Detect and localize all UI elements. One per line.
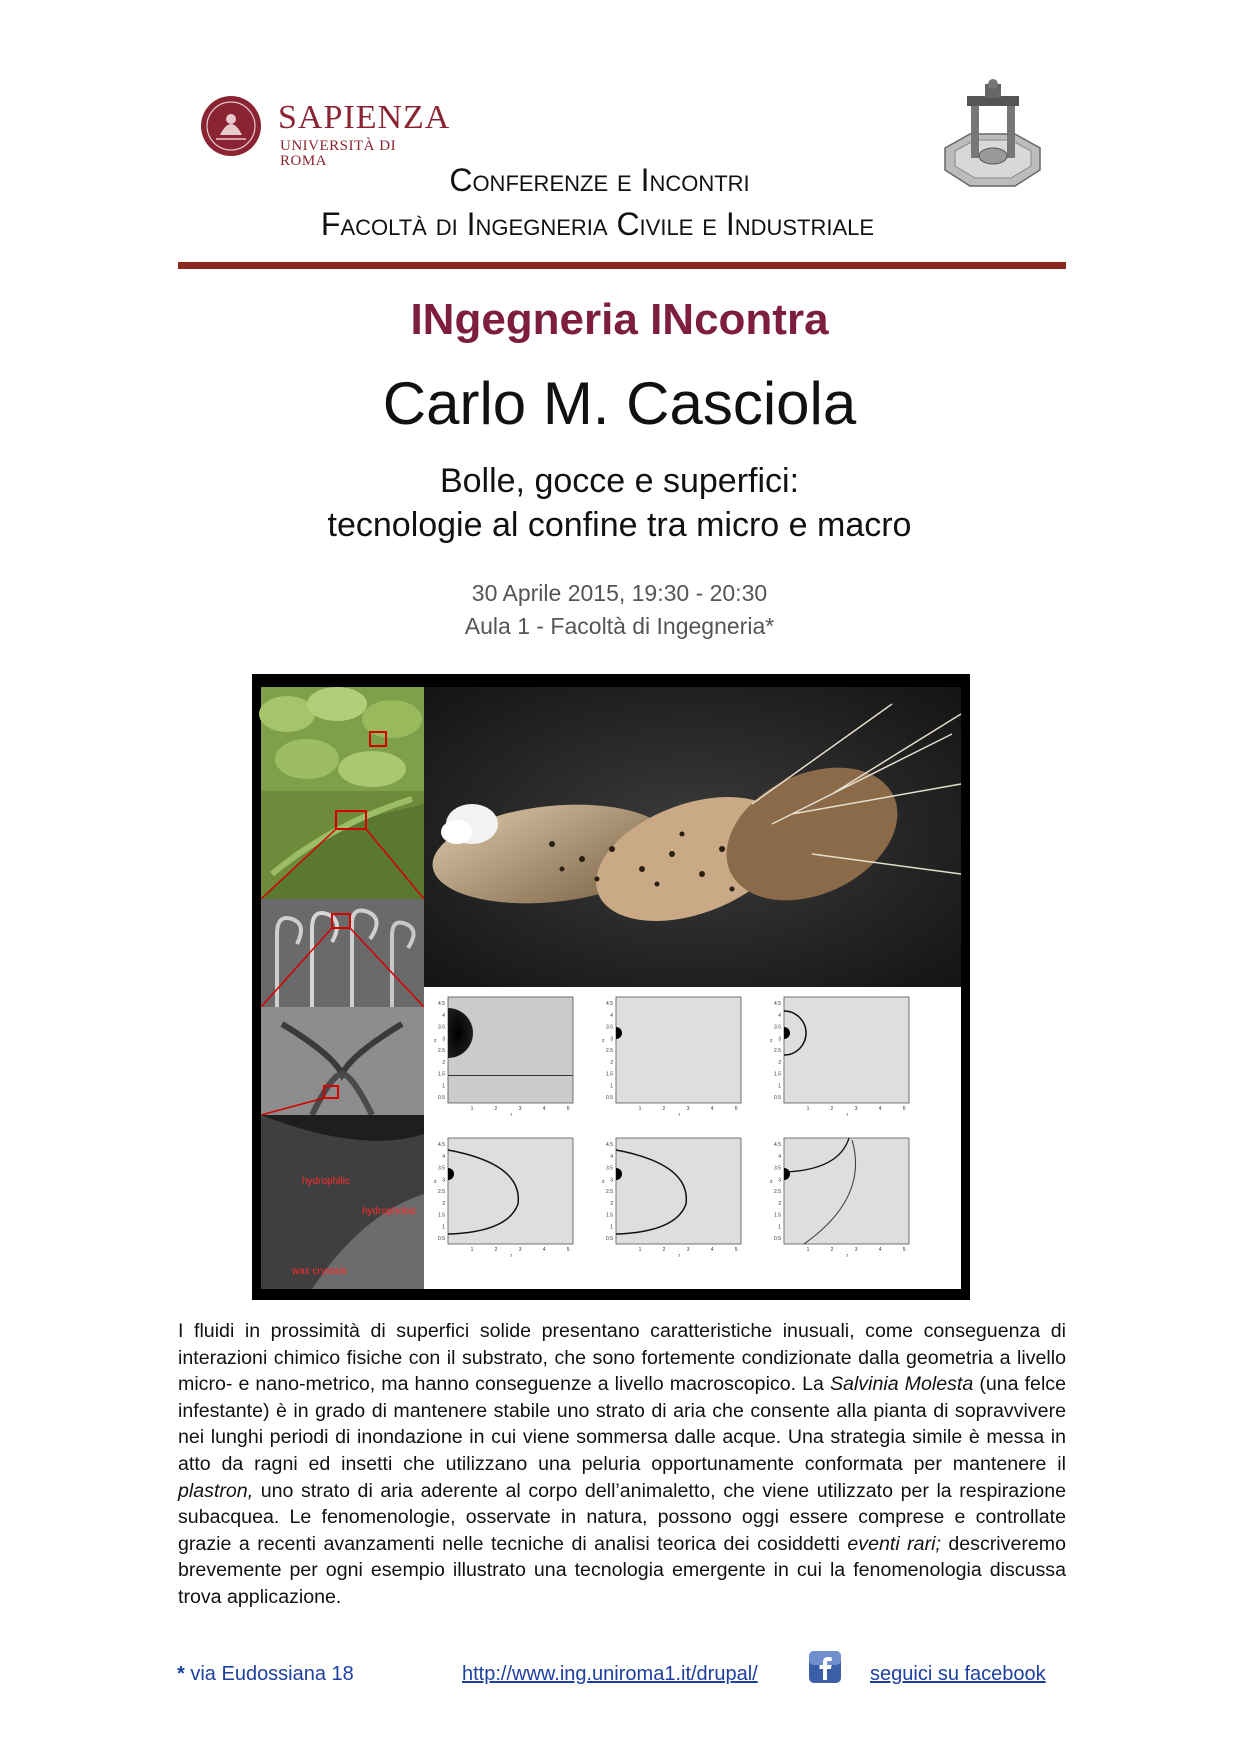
axis-x-tick: 5 xyxy=(902,1106,906,1112)
axis-y-label: z xyxy=(602,1179,605,1185)
axis-y-tick: 2 xyxy=(610,1059,613,1066)
axis-y-tick: 1.5 xyxy=(438,1212,445,1219)
axis-y-tick: 2 xyxy=(610,1200,613,1207)
axis-x-label: r xyxy=(678,1253,681,1259)
abstract-text-4: descriveremo brevemente per ogni esempio illustrato una tecnologia emergente in cui la fenomenologia discussa trova applicazione. xyxy=(178,1532,1066,1608)
simulation-panel xyxy=(770,997,909,1118)
axis-y-tick: 1 xyxy=(778,1083,781,1090)
figure-collage xyxy=(252,674,970,1300)
axis-x-tick: 4 xyxy=(542,1247,546,1253)
facebook-icon[interactable] xyxy=(808,1650,842,1684)
header-divider xyxy=(178,262,1066,269)
axis-x-tick: 4 xyxy=(542,1106,546,1112)
footnote-star: * xyxy=(177,1663,185,1685)
axis-y-tick: 1 xyxy=(442,1083,445,1090)
abstract-text-3: uno strato di aria aderente al corpo dell’animaletto, che viene utilizzato per la respirazione subacquea. Le fenomenologie, osservate in natura, possono oggi essere comprese e controllate grazie a recenti avanzamenti nelle tecniche di analisi teorica dei cosiddetti xyxy=(178,1479,1066,1555)
logo-name: SAPIENZA xyxy=(278,99,451,136)
axis-y-tick: 1.5 xyxy=(774,1071,781,1078)
abstract-text-2: (una felce infestante) è in grado di mantenere stabile uno strato di aria che consente alla pianta di sopravvivere nei lunghi periodi di inondazione in cui viene sommersa dalle acque. Una strategia simile è messa in atto da ragni ed insetti che utilizzano una peluria opportunamente conformata per mantenere il xyxy=(178,1373,1066,1475)
axis-x-tick: 1 xyxy=(638,1247,642,1253)
sapienza-logo xyxy=(200,95,451,169)
axis-x-tick: 4 xyxy=(710,1247,714,1253)
axis-x-tick: 3 xyxy=(686,1247,690,1253)
axis-y-tick: 3.5 xyxy=(774,1024,781,1031)
sapienza-seal-icon xyxy=(200,95,262,157)
simulation-panel xyxy=(602,1138,741,1259)
axis-x-tick: 3 xyxy=(854,1247,858,1253)
abstract-rare-events: eventi rari; xyxy=(847,1532,941,1555)
axis-y-tick: 4.5 xyxy=(606,1001,613,1007)
axis-y-tick: 4 xyxy=(778,1153,781,1160)
axis-x-tick: 2 xyxy=(494,1247,498,1253)
axis-y-tick: 4.5 xyxy=(774,1142,781,1148)
axis-x-tick: 5 xyxy=(566,1106,570,1112)
axis-x-tick: 1 xyxy=(806,1106,810,1112)
axis-x-tick: 1 xyxy=(638,1106,642,1112)
abstract-text-1: I fluidi in prossimità di superfici solide presentano caratteristiche inusuali, come conseguenza di interazioni chimico fisiche con il substrato, che sono fortemente condizionate dalla geometria a livello micro- e nano-metrico, ma hanno conseguenze a livello macroscopico. La xyxy=(178,1320,1066,1396)
axis-y-tick: 3.5 xyxy=(438,1024,445,1031)
insect-plastron-photo xyxy=(424,687,961,987)
talk-title-line2: tecnologie al confine tra micro e macro xyxy=(327,506,912,544)
axis-y-tick: 4 xyxy=(610,1012,613,1019)
wax-crystals-sem xyxy=(261,1115,424,1289)
axis-y-tick: 2 xyxy=(442,1200,445,1207)
axis-y-label: z xyxy=(770,1038,773,1044)
simulation-panel xyxy=(434,1138,573,1259)
axis-x-tick: 4 xyxy=(710,1106,714,1112)
axis-y-label: z xyxy=(770,1179,773,1185)
axis-x-tick: 3 xyxy=(518,1106,522,1112)
axis-y-tick: 2.5 xyxy=(774,1189,781,1195)
axis-y-tick: 3.5 xyxy=(438,1165,445,1172)
axis-x-tick: 4 xyxy=(878,1247,882,1253)
axis-x-tick: 3 xyxy=(686,1106,690,1112)
axis-y-tick: 2 xyxy=(778,1059,781,1066)
axis-y-tick: 1.5 xyxy=(606,1212,613,1219)
axis-y-tick: 1 xyxy=(610,1083,613,1090)
axis-x-tick: 3 xyxy=(854,1106,858,1112)
simulation-panel xyxy=(434,997,573,1118)
axis-x-tick: 2 xyxy=(830,1106,834,1112)
axis-y-label: z xyxy=(602,1038,605,1044)
eggbeater-hairs-sem xyxy=(261,899,424,1007)
simulation-panel xyxy=(602,997,741,1118)
abstract-species: Salvinia Molesta xyxy=(829,1373,974,1396)
axis-y-tick: 1.5 xyxy=(606,1071,613,1078)
axis-x-label: r xyxy=(846,1253,849,1259)
axis-x-tick: 5 xyxy=(734,1106,738,1112)
axis-y-tick: 0.5 xyxy=(438,1095,445,1101)
axis-y-tick: 3 xyxy=(778,1036,781,1043)
event-date: 30 Aprile 2015, 19:30 - 20:30 xyxy=(471,580,768,606)
event-room: Aula 1 - Facoltà di Ingegneria* xyxy=(464,613,775,639)
axis-x-tick: 2 xyxy=(662,1247,666,1253)
axis-y-tick: 4 xyxy=(610,1153,613,1160)
axis-y-tick: 3.5 xyxy=(606,1024,613,1031)
axis-y-tick: 4 xyxy=(442,1153,445,1160)
axis-y-tick: 1 xyxy=(442,1224,445,1231)
label-hydrophobic: hydrophobic xyxy=(362,1206,417,1217)
axis-y-label: z xyxy=(434,1179,437,1185)
axis-x-label: r xyxy=(678,1112,681,1118)
axis-y-tick: 0.5 xyxy=(774,1095,781,1101)
axis-y-tick: 2 xyxy=(442,1059,445,1066)
axis-y-tick: 3 xyxy=(610,1036,613,1043)
axis-x-tick: 2 xyxy=(662,1106,666,1112)
axis-y-tick: 1.5 xyxy=(438,1071,445,1078)
axis-y-tick: 3.5 xyxy=(606,1165,613,1172)
axis-x-tick: 4 xyxy=(878,1106,882,1112)
axis-y-tick: 0.5 xyxy=(606,1095,613,1101)
axis-y-tick: 3 xyxy=(442,1036,445,1043)
axis-y-tick: 3 xyxy=(610,1177,613,1184)
axis-y-tick: 1 xyxy=(778,1224,781,1231)
hair-tip-sem xyxy=(261,1007,424,1115)
faculty-website-link[interactable]: http://www.ing.uniroma1.it/drupal/ xyxy=(462,1663,758,1685)
axis-y-tick: 4.5 xyxy=(606,1142,613,1148)
axis-x-tick: 1 xyxy=(806,1247,810,1253)
axis-x-tick: 5 xyxy=(902,1247,906,1253)
event-series-title: INgegneria INcontra xyxy=(410,295,829,344)
label-wax-crystals: wax crystals xyxy=(292,1266,347,1277)
axis-x-tick: 3 xyxy=(518,1247,522,1253)
axis-y-tick: 4.5 xyxy=(438,1001,445,1007)
simulation-plots xyxy=(424,987,961,1289)
axis-y-tick: 0.5 xyxy=(438,1236,445,1242)
axis-y-tick: 2.5 xyxy=(606,1189,613,1195)
axis-y-label: z xyxy=(434,1038,437,1044)
axis-y-tick: 2.5 xyxy=(438,1189,445,1195)
axis-x-label: r xyxy=(846,1112,849,1118)
axis-y-tick: 2.5 xyxy=(606,1048,613,1054)
axis-y-tick: 2.5 xyxy=(438,1048,445,1054)
abstract-paragraph xyxy=(178,1318,1066,1611)
salvinia-leaves-photo xyxy=(259,687,424,791)
speaker-name: Carlo M. Casciola xyxy=(382,370,857,437)
axis-y-tick: 0.5 xyxy=(774,1236,781,1242)
logo-subtitle: UNIVERSITÀ DI ROMA xyxy=(280,138,397,169)
axis-y-tick: 2.5 xyxy=(774,1048,781,1054)
axis-x-tick: 1 xyxy=(470,1106,474,1112)
axis-y-tick: 4.5 xyxy=(438,1142,445,1148)
axis-y-tick: 4.5 xyxy=(774,1001,781,1007)
facebook-link[interactable]: seguici su facebook xyxy=(870,1663,1046,1685)
axis-x-tick: 5 xyxy=(734,1247,738,1253)
axis-x-tick: 5 xyxy=(566,1247,570,1253)
leaf-hairs-photo xyxy=(261,791,424,899)
axis-y-tick: 0.5 xyxy=(606,1236,613,1242)
axis-y-tick: 3 xyxy=(778,1177,781,1184)
header-line-faculty: Facoltà di Ingegneria Civile e Industriale xyxy=(320,206,875,242)
axis-x-label: r xyxy=(510,1253,513,1259)
axis-x-tick: 2 xyxy=(830,1247,834,1253)
simulation-panel xyxy=(770,1138,909,1259)
address-text: via Eudossiana 18 xyxy=(184,1663,354,1685)
footer-address xyxy=(177,1663,354,1686)
axis-y-tick: 3.5 xyxy=(774,1165,781,1172)
axis-y-tick: 1.5 xyxy=(774,1212,781,1219)
axis-y-tick: 2 xyxy=(778,1200,781,1207)
header-line-conferences: Conferenze e Incontri xyxy=(449,162,750,198)
axis-x-tick: 1 xyxy=(470,1247,474,1253)
axis-y-tick: 1 xyxy=(610,1224,613,1231)
label-hydrophilic: hydrophilic xyxy=(302,1176,350,1187)
axis-y-tick: 4 xyxy=(778,1012,781,1019)
axis-x-tick: 2 xyxy=(494,1106,498,1112)
axis-x-label: r xyxy=(510,1112,513,1118)
talk-title-line1: Bolle, gocce e superfici: xyxy=(439,462,800,500)
abstract-plastron: plastron, xyxy=(178,1479,254,1502)
axis-y-tick: 4 xyxy=(442,1012,445,1019)
axis-y-tick: 3 xyxy=(442,1177,445,1184)
